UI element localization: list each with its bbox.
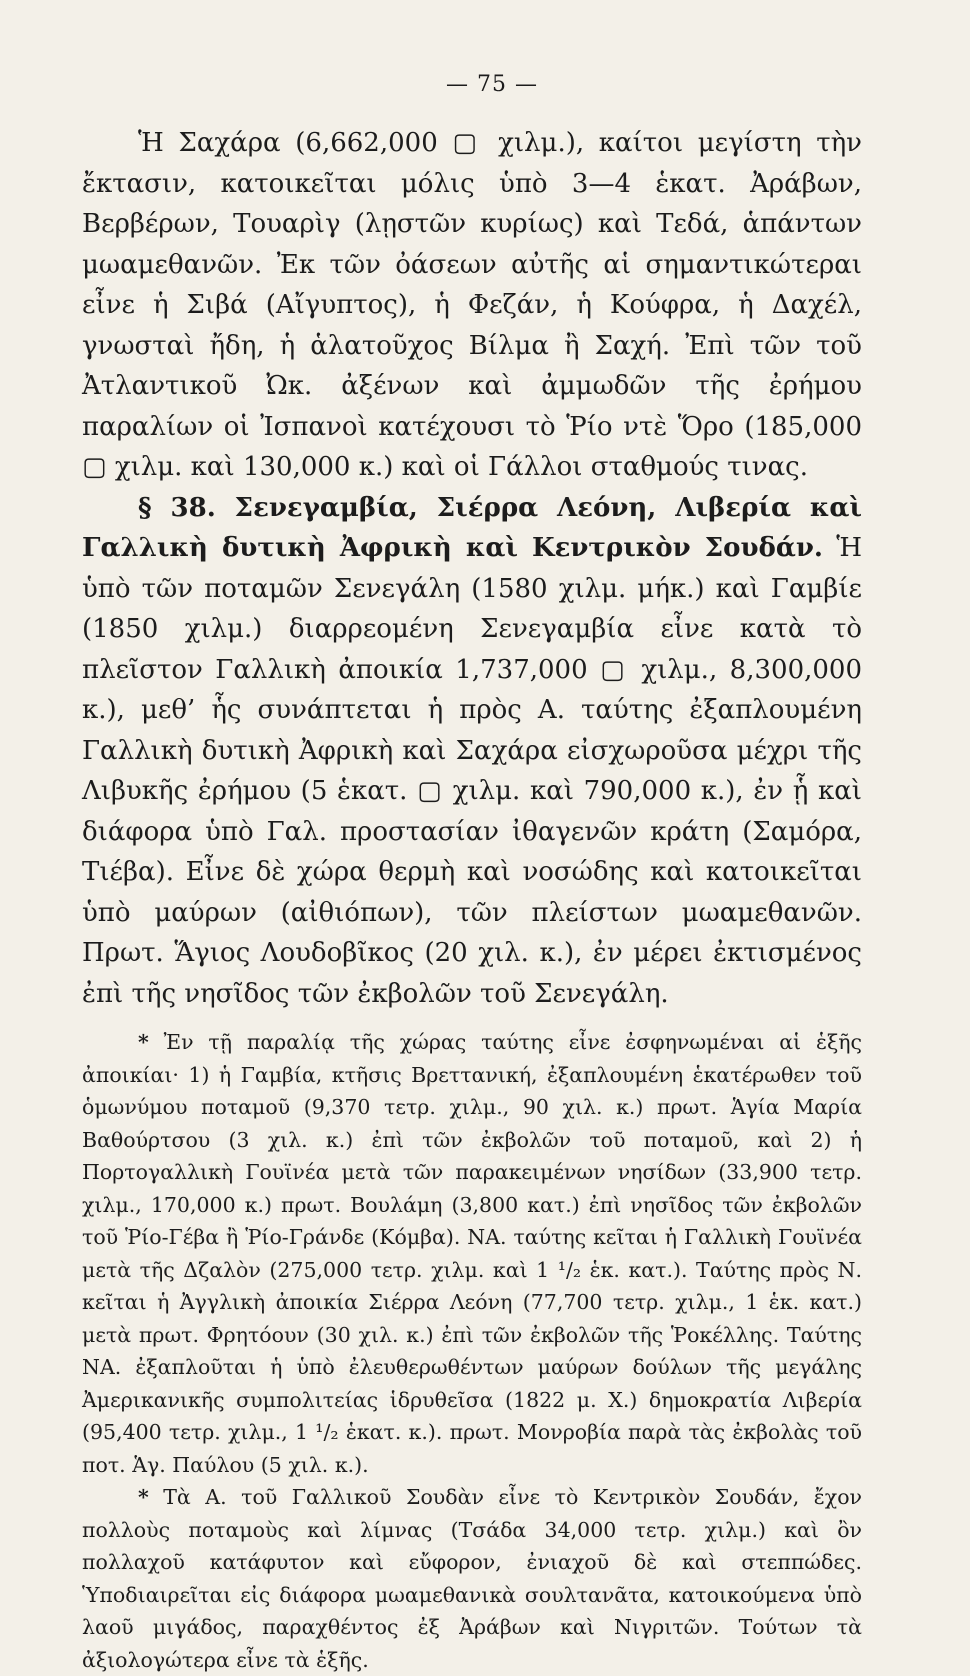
footnote-2: [82, 1481, 862, 1676]
paragraph-senegambia-text: Ἡ ὑπὸ τῶν ποταμῶν Σενεγάλη (1580 χιλμ. μήκ.) καὶ Γαμβίε (1850 χιλμ.) διαρρεομένη Σενεγαμβία εἶνε κατὰ τὸ πλεῖστον Γαλλικὴ ἀποικία 1,737,000 ▢ χιλμ., 8,300,000 κ.), μεθ’ ἧς συνάπτεται ἡ πρὸς Α. ταύτης ἐξαπλουμένη Γαλλικὴ δυτικὴ Ἀφρικὴ καὶ Σαχάρα εἰσχωροῦσα μέχρι τῆς Λιβυκῆς ἐρήμου (5 ἑκατ. ▢ χιλμ. καὶ 790,000 κ.), ἐν ᾗ καὶ διάφορα ὑπὸ Γαλ. προστασίαν ἰθαγενῶν κράτη (Σαμόρα, Τιέβα). Εἶνε δὲ χώρα θερμὴ καὶ νοσώδης καὶ κατοικεῖται ὑπὸ μαύρων (αἰθιόπων), τῶν πλείστων μωαμεθανῶν. Πρωτ. Ἅγιος Λουδοβῖκος (20 χιλ. κ.), ἐν μέρει ἐκτισμένος ἐπὶ τῆς νησῖδος τῶν ἐκβολῶν τοῦ Σενεγάλη.: [82, 533, 862, 1009]
page-number: — 75 —: [446, 72, 538, 97]
section-heading: § 38. Σενεγαμβία, Σιέρρα Λεόνη, Λιβερία καὶ Γαλλικὴ δυτικὴ Ἀφρικὴ καὶ Κεντρικὸν Σουδάν.: [82, 492, 862, 563]
footnote-2-text: Τὰ Α. τοῦ Γαλλικοῦ Σουδὰν εἶνε τὸ Κεντρικὸν Σουδάν, ἔχον πολλοὺς ποταμοὺς καὶ λίμνας (Τσάδα 34,000 τετρ. χιλμ.) καὶ ὂν πολλαχοῦ κατάφυτον καὶ εὔφορον, ἐνιαχοῦ δὲ καὶ στεππώδες. Ὑποδιαιρεῖται εἰς διάφορα μωαμεθανικὰ σουλτανᾶτα, κατοικούμενα ὑπὸ λαοῦ μιγάδος, παραχθέντος ἐξ Ἀράβων καὶ Νιγριτῶν. Τούτων τὰ ἀξιολογώτερα εἶνε τὰ ἑξῆς.: [82, 1485, 862, 1672]
main-text: [82, 123, 862, 1014]
paragraph-senegambia: [82, 488, 862, 1015]
footnotes: [82, 1026, 862, 1676]
footnote-1: [82, 1026, 862, 1481]
footnote-1-text: Ἐν τῇ παραλίᾳ τῆς χώρας ταύτης εἶνε ἐσφηνωμέναι αἱ ἑξῆς ἀποικίαι· 1) ἡ Γαμβία, κτῆσις Βρεττανική, ἐξαπλουμένη ἑκατέρωθεν τοῦ ὁμωνύμου ποταμοῦ (9,370 τετρ. χιλμ., 90 χιλ. κ.) πρωτ. Ἁγία Μαρία Βαθούρτσου (3 χιλ. κ.) ἐπὶ τῶν ἐκβολῶν τοῦ ποταμοῦ, καὶ 2) ἡ Πορτογαλλικὴ Γουϊνέα μετὰ τῶν παρακειμένων νησίδων (33,900 τετρ. χιλμ., 170,000 κ.) πρωτ. Βουλάμη (3,800 κατ.) ἐπὶ νησῖδος τῶν ἐκβολῶν τοῦ Ῥίο-Γέβα ἢ Ῥίο-Γράνδε (Κόμβα). ΝΑ. ταύτης κεῖται ἡ Γαλλικὴ Γουϊνέα μετὰ τῆς Δζαλὸν (275,000 τετρ. χιλμ. καὶ 1 ¹/₂ ἑκ. κατ.). Ταύτης πρὸς Ν. κεῖται ἡ Ἀγγλικὴ ἀποικία Σιέρρα Λεόνη (77,700 τετρ. χιλμ., 1 ἑκ. κατ.) μετὰ πρωτ. Φρητόουν (30 χιλ. κ.) ἐπὶ τῶν ἐκβολῶν τῆς Ῥοκέλλης. Ταύτης ΝΑ. ἐξαπλοῦται ἡ ὑπὸ ἐλευθερωθέντων μαύρων δούλων τῆς μεγάλης Ἀμερικανικῆς συμπολιτείας ἱδρυθεῖσα (1822 μ. Χ.) δημοκρατία Λιβερία (95,400 τετρ. χιλμ., 1 ¹/₂ ἑκατ. κ.). πρωτ. Μονροβία παρὰ τὰς ἐκβολὰς τοῦ ποτ. Ἁγ. Παύλου (5 χιλ. κ.).: [82, 1030, 862, 1477]
footnote-2-mark: *: [138, 1485, 149, 1509]
paragraph-sahara: Ἡ Σαχάρα (6,662,000 ▢ χιλμ.), καίτοι μεγίστη τὴν ἔκτασιν, κατοικεῖται μόλις ὑπὸ 3—4 ἑκατ. Ἀράβων, Βερβέρων, Τουαρὶγ (λῃστῶν κυρίως) καὶ Τεδά, ἁπάντων μωαμεθανῶν. Ἐκ τῶν ὀάσεων αὐτῆς αἱ σημαντικώτεραι εἶνε ἡ Σιβά (Αἴγυπτος), ἡ Φεζάν, ἡ Κούφρα, ἡ Δαχέλ, γνωσταὶ ἤδη, ἡ ἁλατοῦχος Βίλμα ἢ Σαχή. Ἐπὶ τῶν τοῦ Ἀτλαντικοῦ Ὠκ. ἀξένων καὶ ἀμμωδῶν τῆς ἐρήμου παραλίων οἱ Ἰσπανοὶ κατέχουσι τὸ Ῥίο ντὲ Ὅρο (185,000 ▢ χιλμ. καὶ 130,000 κ.) καὶ οἱ Γάλλοι σταθμούς τινας.: [82, 128, 862, 482]
footnote-1-mark: *: [138, 1030, 149, 1054]
